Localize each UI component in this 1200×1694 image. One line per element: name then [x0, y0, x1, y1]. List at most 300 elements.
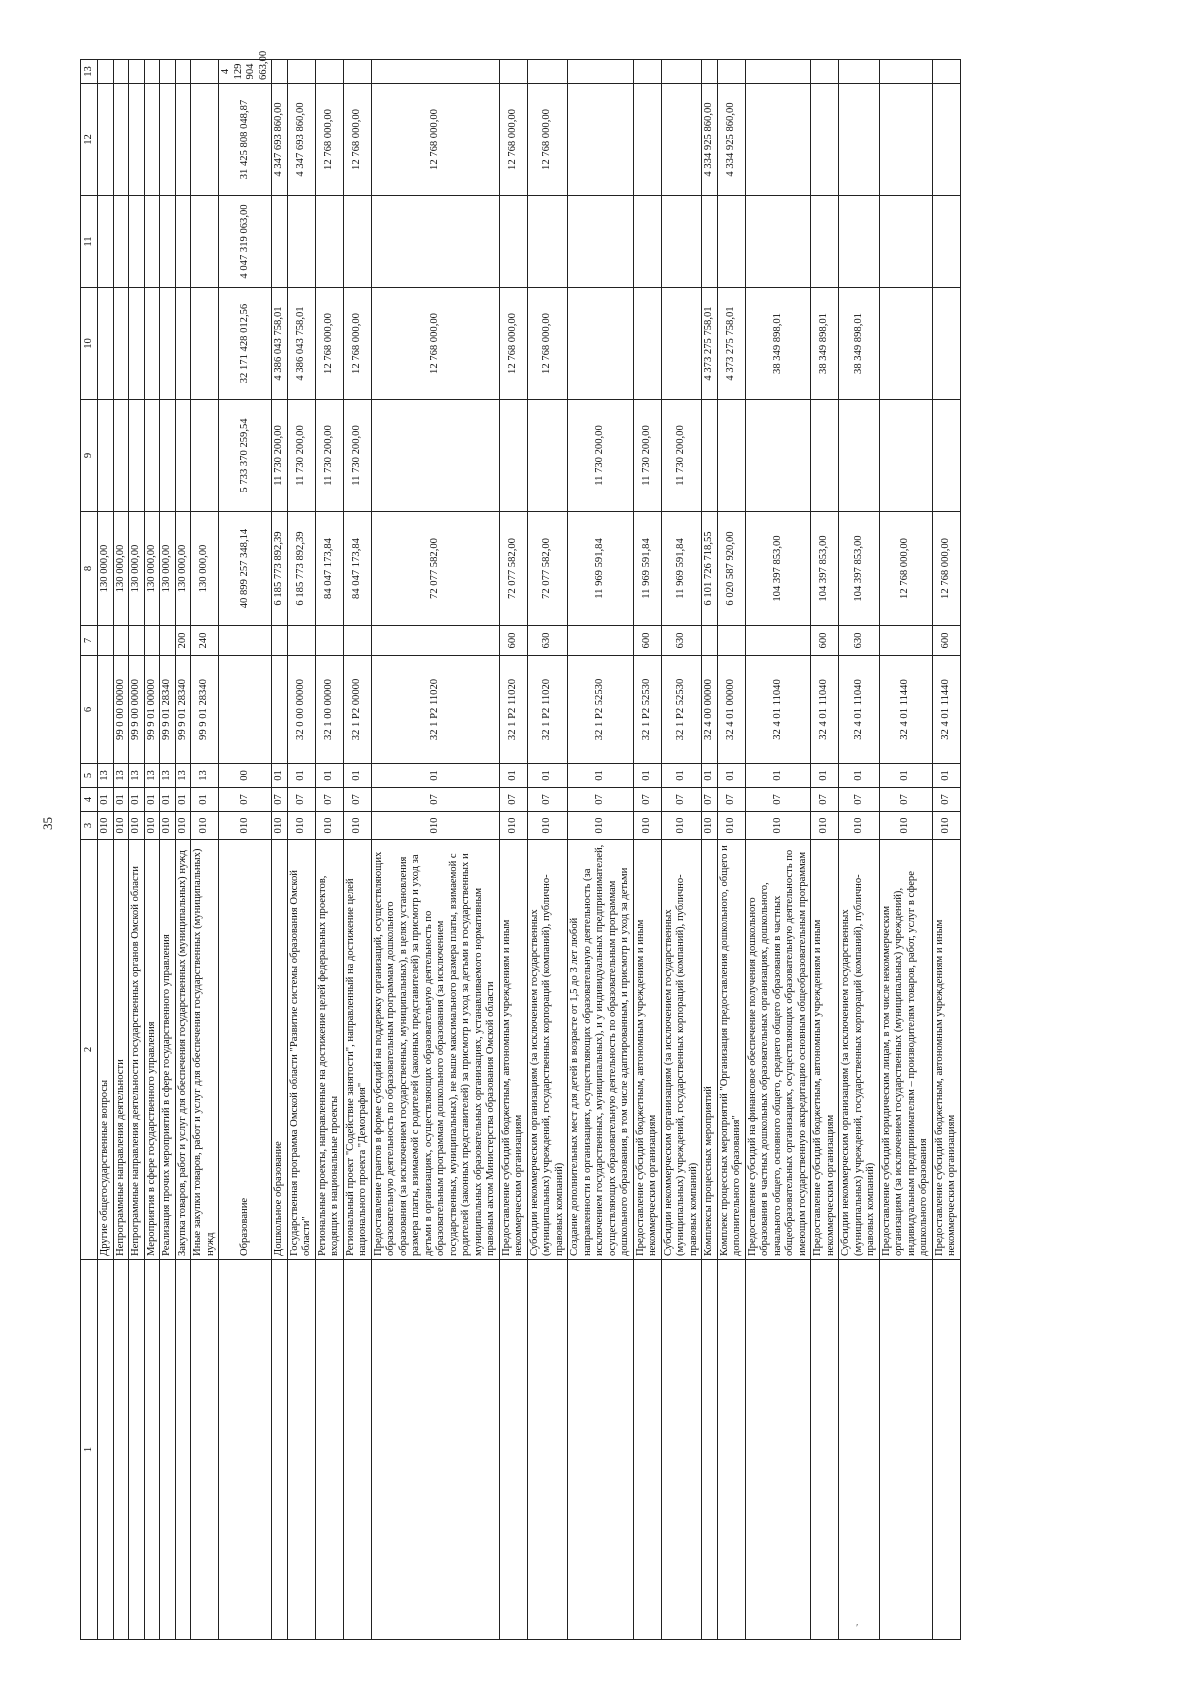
- ministry-code: 010: [315, 812, 343, 840]
- subsection-code: 01: [811, 764, 839, 788]
- expense-type-code: 630: [839, 626, 880, 656]
- row-margin-cell: [343, 1260, 371, 1640]
- amount-col9: 5 733 370 259,54: [219, 400, 272, 512]
- amount-col10: [98, 288, 114, 400]
- section-code: 07: [839, 788, 880, 812]
- ministry-code: 010: [160, 812, 176, 840]
- table-row: [932, 60, 960, 1640]
- amount-col10: [661, 288, 702, 400]
- section-code: 07: [527, 788, 568, 812]
- table-row: [661, 60, 702, 1640]
- section-code: 01: [175, 788, 191, 812]
- ministry-code: 010: [633, 812, 661, 840]
- subsection-code: 01: [272, 764, 288, 788]
- row-margin-cell: [129, 1260, 145, 1640]
- ministry-code: 010: [272, 812, 288, 840]
- ministry-code: 010: [371, 812, 499, 840]
- amount-col13: [287, 60, 315, 84]
- amount-col10: 12 768 000,00: [527, 288, 568, 400]
- amount-col9: 11 730 200,00: [287, 400, 315, 512]
- row-margin-cell: [717, 1260, 745, 1640]
- amount-col12: [932, 84, 960, 196]
- table-row: [175, 60, 191, 1640]
- column-number-row: [81, 60, 98, 1640]
- target-article-code: 32 4 01 11040: [745, 656, 811, 764]
- amount-col9: [717, 400, 745, 512]
- amount-col12: 31 425 808 048,87: [219, 84, 272, 196]
- amount-col12: [160, 84, 176, 196]
- amount-col12: 4 334 925 860,00: [702, 84, 718, 196]
- ministry-code: 010: [287, 812, 315, 840]
- ministry-code: 010: [879, 812, 932, 840]
- amount-col11: [932, 196, 960, 288]
- amount-col9: [98, 400, 114, 512]
- target-article-code: 32 4 00 00000: [702, 656, 718, 764]
- target-article-code: 99 9 01 00000: [144, 656, 160, 764]
- amount-col10: 12 768 000,00: [343, 288, 371, 400]
- amount-col11: [661, 196, 702, 288]
- amount-col9: [527, 400, 568, 512]
- row-margin-cell: [633, 1260, 661, 1640]
- target-article-code: 32 1 P2 11020: [499, 656, 527, 764]
- amount-col8: 84 047 173,84: [315, 512, 343, 626]
- amount-col11: [717, 196, 745, 288]
- stray-mark: ′: [856, 1622, 859, 1634]
- subsection-code: 13: [191, 764, 219, 788]
- column-number: 10: [81, 288, 98, 400]
- amount-col8: 6 185 773 892,39: [272, 512, 288, 626]
- amount-col11: [287, 196, 315, 288]
- amount-col12: 12 768 000,00: [527, 84, 568, 196]
- expense-type-code: [343, 626, 371, 656]
- amount-col10: 12 768 000,00: [499, 288, 527, 400]
- target-article-code: 32 4 01 11440: [932, 656, 960, 764]
- table-row: [702, 60, 718, 1640]
- amount-col13: [702, 60, 718, 84]
- row-margin-cell: [932, 1260, 960, 1640]
- amount-col10: 38 349 898,01: [811, 288, 839, 400]
- amount-col11: [811, 196, 839, 288]
- column-number: 8: [81, 512, 98, 626]
- row-margin-cell: [879, 1260, 932, 1640]
- ministry-code: 010: [499, 812, 527, 840]
- table-row: [287, 60, 315, 1640]
- amount-col10: [568, 288, 634, 400]
- amount-col13: [811, 60, 839, 84]
- expense-type-code: 240: [191, 626, 219, 656]
- row-margin-cell: [144, 1260, 160, 1640]
- amount-col11: [315, 196, 343, 288]
- expense-type-code: [129, 626, 145, 656]
- section-code: 07: [702, 788, 718, 812]
- amount-col11: [839, 196, 880, 288]
- amount-col8: 130 000,00: [160, 512, 176, 626]
- subsection-code: 01: [839, 764, 880, 788]
- target-article-code: 32 4 01 11040: [811, 656, 839, 764]
- row-name: Непрограммные направления деятельности: [113, 840, 129, 1260]
- amount-col11: [175, 196, 191, 288]
- subsection-code: 13: [175, 764, 191, 788]
- table-row: [527, 60, 568, 1640]
- amount-col11: [113, 196, 129, 288]
- ministry-code: 010: [129, 812, 145, 840]
- amount-col11: [343, 196, 371, 288]
- expense-type-code: [879, 626, 932, 656]
- amount-col13: [175, 60, 191, 84]
- ministry-code: 010: [175, 812, 191, 840]
- amount-col9: 11 730 200,00: [633, 400, 661, 512]
- amount-col13: [144, 60, 160, 84]
- amount-col12: [661, 84, 702, 196]
- amount-col11: [160, 196, 176, 288]
- amount-col11: [191, 196, 219, 288]
- amount-col11: 4 047 319 063,00: [219, 196, 272, 288]
- ministry-code: 010: [144, 812, 160, 840]
- amount-col8: 104 397 853,00: [811, 512, 839, 626]
- target-article-code: 32 1 P2 11020: [527, 656, 568, 764]
- target-article-code: 32 1 P2 52530: [661, 656, 702, 764]
- amount-col8: 11 969 591,84: [568, 512, 634, 626]
- amount-col9: 11 730 200,00: [272, 400, 288, 512]
- amount-col11: [129, 196, 145, 288]
- subsection-code: 13: [98, 764, 114, 788]
- section-code: 01: [113, 788, 129, 812]
- subsection-code: 01: [343, 764, 371, 788]
- column-number: 1: [81, 1260, 98, 1640]
- section-code: 07: [499, 788, 527, 812]
- table-row: [113, 60, 129, 1640]
- amount-col10: 38 349 898,01: [745, 288, 811, 400]
- row-margin-cell: [499, 1260, 527, 1640]
- amount-col9: [811, 400, 839, 512]
- amount-col9: [932, 400, 960, 512]
- table-row: [745, 60, 811, 1640]
- row-margin-cell: [287, 1260, 315, 1640]
- section-code: 01: [129, 788, 145, 812]
- amount-col10: 12 768 000,00: [371, 288, 499, 400]
- row-margin-cell: [175, 1260, 191, 1640]
- amount-col10: [633, 288, 661, 400]
- amount-col12: 12 768 000,00: [315, 84, 343, 196]
- row-name: Предоставление субсидий бюджетным, автономным учреждениям и иным некоммерческим организациям: [932, 840, 960, 1260]
- expense-type-code: [568, 626, 634, 656]
- section-code: 07: [745, 788, 811, 812]
- amount-col12: [113, 84, 129, 196]
- row-name: Дошкольное образование: [272, 840, 288, 1260]
- target-article-code: 32 1 00 00000: [315, 656, 343, 764]
- ministry-code: 010: [113, 812, 129, 840]
- amount-col13: [371, 60, 499, 84]
- subsection-code: 01: [702, 764, 718, 788]
- amount-col8: 130 000,00: [113, 512, 129, 626]
- amount-col8: 72 077 582,00: [499, 512, 527, 626]
- row-name: Государственная программа Омской области "Развитие системы образования Омской области": [287, 840, 315, 1260]
- amount-col11: [272, 196, 288, 288]
- row-name: Образование: [219, 840, 272, 1260]
- amount-col13: 4 129 904 663,00: [219, 60, 272, 84]
- amount-col9: [144, 400, 160, 512]
- amount-col12: [879, 84, 932, 196]
- ministry-code: 010: [745, 812, 811, 840]
- table-row: [839, 60, 880, 1640]
- row-margin-cell: [839, 1260, 880, 1640]
- row-name: Региональные проекты, направленные на достижение целей федеральных проектов, входящих в национальные проекты: [315, 840, 343, 1260]
- table-row: [811, 60, 839, 1640]
- amount-col13: [499, 60, 527, 84]
- amount-col13: [160, 60, 176, 84]
- amount-col11: [745, 196, 811, 288]
- amount-col9: 11 730 200,00: [568, 400, 634, 512]
- amount-col9: [175, 400, 191, 512]
- amount-col9: [499, 400, 527, 512]
- subsection-code: 13: [113, 764, 129, 788]
- rotated-page: [80, 50, 1190, 1640]
- amount-col9: [745, 400, 811, 512]
- subsection-code: 01: [499, 764, 527, 788]
- row-margin-cell: [661, 1260, 702, 1640]
- expense-type-code: [160, 626, 176, 656]
- amount-col9: [879, 400, 932, 512]
- row-margin-cell: [745, 1260, 811, 1640]
- amount-col12: 12 768 000,00: [371, 84, 499, 196]
- table-row: [499, 60, 527, 1640]
- target-article-code: [272, 656, 288, 764]
- amount-col13: [191, 60, 219, 84]
- subsection-code: 01: [633, 764, 661, 788]
- expense-type-code: 630: [661, 626, 702, 656]
- section-code: 01: [144, 788, 160, 812]
- amount-col10: [879, 288, 932, 400]
- section-code: 07: [272, 788, 288, 812]
- amount-col8: 104 397 853,00: [839, 512, 880, 626]
- ministry-code: 010: [568, 812, 634, 840]
- amount-col10: [160, 288, 176, 400]
- amount-col11: [98, 196, 114, 288]
- amount-col12: [144, 84, 160, 196]
- row-margin-cell: [113, 1260, 129, 1640]
- table-row: [144, 60, 160, 1640]
- amount-col13: [932, 60, 960, 84]
- amount-col12: 4 334 925 860,00: [717, 84, 745, 196]
- column-number: 5: [81, 764, 98, 788]
- row-margin-cell: [527, 1260, 568, 1640]
- column-number: 4: [81, 788, 98, 812]
- expense-type-code: [272, 626, 288, 656]
- amount-col11: [371, 196, 499, 288]
- amount-col8: 6 101 726 718,55: [702, 512, 718, 626]
- amount-col12: 4 347 693 860,00: [272, 84, 288, 196]
- row-name: Предоставление субсидий юридическим лицам, в том числе некоммерческим организациям (за исключением государственных (муниципальных) учреждений), индивидуальным предпринимателям – производителям товаров, работ, услуг в сфере дошкольного образования: [879, 840, 932, 1260]
- row-name: Иные закупки товаров, работ и услуг для обеспечения государственных (муниципальных) нужд: [191, 840, 219, 1260]
- amount-col10: 32 171 428 012,56: [219, 288, 272, 400]
- row-name: Региональный проект "Содействие занятости", направленный на достижение целей национального проекта "Демография": [343, 840, 371, 1260]
- table-row: [98, 60, 114, 1640]
- expense-type-code: [702, 626, 718, 656]
- ministry-code: 010: [661, 812, 702, 840]
- row-name: Реализация прочих мероприятий в сфере государственного управления: [160, 840, 176, 1260]
- row-margin-cell: [371, 1260, 499, 1640]
- ministry-code: 010: [191, 812, 219, 840]
- amount-col13: [879, 60, 932, 84]
- target-article-code: 99 9 01 28340: [175, 656, 191, 764]
- amount-col8: 72 077 582,00: [371, 512, 499, 626]
- row-name: Комплекс процессных мероприятий "Организация предоставления дошкольного, общего и дополнительного образования": [717, 840, 745, 1260]
- row-name: Комплексы процессных мероприятий: [702, 840, 718, 1260]
- amount-col13: [343, 60, 371, 84]
- row-name: Предоставление субсидий бюджетным, автономным учреждениям и иным некоммерческим организациям: [499, 840, 527, 1260]
- amount-col8: 104 397 853,00: [745, 512, 811, 626]
- row-name: Другие общегосударственные вопросы: [98, 840, 114, 1260]
- amount-col12: [568, 84, 634, 196]
- ministry-code: 010: [527, 812, 568, 840]
- amount-col8: 130 000,00: [191, 512, 219, 626]
- amount-col12: [129, 84, 145, 196]
- row-name: Предоставление субсидий на финансовое обеспечение получения дошкольного образования в частных дошкольных образовательных организациях, дошкольного, начального общего, основного общего, среднего общего образования в частных общеобразовательных организациях, осуществляющих образовательную деятельность по имеющим государственную аккредитацию основным общеобразовательным программам: [745, 840, 811, 1260]
- row-name: Мероприятия в сфере государственного управления: [144, 840, 160, 1260]
- ministry-code: 010: [219, 812, 272, 840]
- amount-col12: 12 768 000,00: [499, 84, 527, 196]
- target-article-code: [219, 656, 272, 764]
- row-margin-cell: [98, 1260, 114, 1640]
- amount-col9: [839, 400, 880, 512]
- amount-col10: [144, 288, 160, 400]
- expense-type-code: 600: [499, 626, 527, 656]
- amount-col11: [144, 196, 160, 288]
- amount-col8: 11 969 591,84: [661, 512, 702, 626]
- amount-col8: 130 000,00: [175, 512, 191, 626]
- amount-col8: 40 899 257 348,14: [219, 512, 272, 626]
- amount-col9: [129, 400, 145, 512]
- target-article-code: [98, 656, 114, 764]
- section-code: 01: [98, 788, 114, 812]
- section-code: 07: [371, 788, 499, 812]
- amount-col13: [717, 60, 745, 84]
- expense-type-code: 600: [932, 626, 960, 656]
- table-row: [129, 60, 145, 1640]
- subsection-code: 01: [287, 764, 315, 788]
- target-article-code: 32 4 01 00000: [717, 656, 745, 764]
- amount-col8: 6 020 587 920,00: [717, 512, 745, 626]
- amount-col12: [98, 84, 114, 196]
- target-article-code: 99 9 00 00000: [129, 656, 145, 764]
- row-name: Предоставление субсидий бюджетным, автономным учреждениям и иным некоммерческим организациям: [633, 840, 661, 1260]
- column-number: 11: [81, 196, 98, 288]
- amount-col12: [633, 84, 661, 196]
- section-code: 07: [343, 788, 371, 812]
- amount-col11: [568, 196, 634, 288]
- section-code: 07: [879, 788, 932, 812]
- row-margin-cell: [160, 1260, 176, 1640]
- section-code: 07: [633, 788, 661, 812]
- section-code: 07: [568, 788, 634, 812]
- subsection-code: 01: [315, 764, 343, 788]
- subsection-code: 13: [129, 764, 145, 788]
- amount-col13: [633, 60, 661, 84]
- amount-col9: [160, 400, 176, 512]
- section-code: 07: [717, 788, 745, 812]
- table-row: [879, 60, 932, 1640]
- subsection-code: 13: [144, 764, 160, 788]
- section-code: 07: [932, 788, 960, 812]
- amount-col13: [315, 60, 343, 84]
- ministry-code: 010: [811, 812, 839, 840]
- target-article-code: 99 9 01 28340: [160, 656, 176, 764]
- amount-col8: 12 768 000,00: [879, 512, 932, 626]
- amount-col13: [527, 60, 568, 84]
- table-row: [315, 60, 343, 1640]
- amount-col8: 6 185 773 892,39: [287, 512, 315, 626]
- expense-type-code: 600: [811, 626, 839, 656]
- row-name: Предоставление грантов в форме субсидий на поддержку организаций, осуществляющих образовательную деятельность по образовательным программам дошкольного образования (за исключением государственных, муниципальных), в целях установления размера платы, взимаемой с родителей (законных представителей) за присмотр и уход за детьми в организациях, осуществляющих образовательную деятельность по образовательным программам дошкольного образования (за исключением государственных, муниципальных), не выше максимального размера платы, взимаемой с родителей (законных представителей) за присмотр и уход за детьми в государственных и муниципальных образовательных организациях, устанавливаемого нормативным правовым актом Министерства образования Омской области: [371, 840, 499, 1260]
- expense-type-code: [98, 626, 114, 656]
- amount-col10: [932, 288, 960, 400]
- row-name: Создание дополнительных мест для детей в возрасте от 1,5 до 3 лет любой направленности в организациях, осуществляющих образовательную деятельность (за исключением государственных, муниципальных), и у индивидуальных предпринимателей, осуществляющих образовательную деятельность по образовательным программам дошкольного образования, в том числе адаптированным, и присмотр и уход за детьми: [568, 840, 634, 1260]
- amount-col9: 11 730 200,00: [343, 400, 371, 512]
- expense-type-code: 200: [175, 626, 191, 656]
- amount-col9: [702, 400, 718, 512]
- column-number: 9: [81, 400, 98, 512]
- amount-col13: [129, 60, 145, 84]
- table-row: [633, 60, 661, 1640]
- ministry-code: 010: [343, 812, 371, 840]
- amount-col12: [175, 84, 191, 196]
- row-name: Субсидии некоммерческим организациям (за исключением государственных (муниципальных) учреждений, государственных корпораций (компаний), публично-правовых компаний): [839, 840, 880, 1260]
- amount-col13: [272, 60, 288, 84]
- amount-col11: [879, 196, 932, 288]
- column-number: 12: [81, 84, 98, 196]
- target-article-code: 99 0 00 00000: [113, 656, 129, 764]
- amount-col10: 4 373 275 758,01: [717, 288, 745, 400]
- subsection-code: 01: [661, 764, 702, 788]
- row-name: Субсидии некоммерческим организациям (за исключением государственных (муниципальных) учреждений, государственных корпораций (компаний), публично-правовых компаний): [527, 840, 568, 1260]
- expense-type-code: [287, 626, 315, 656]
- subsection-code: 01: [527, 764, 568, 788]
- expense-type-code: 600: [633, 626, 661, 656]
- amount-col10: 4 373 275 758,01: [702, 288, 718, 400]
- amount-col11: [499, 196, 527, 288]
- target-article-code: 32 1 P2 52530: [633, 656, 661, 764]
- amount-col8: 11 969 591,84: [633, 512, 661, 626]
- subsection-code: 01: [371, 764, 499, 788]
- section-code: 07: [219, 788, 272, 812]
- subsection-code: 01: [879, 764, 932, 788]
- section-code: 07: [315, 788, 343, 812]
- amount-col10: 38 349 898,01: [839, 288, 880, 400]
- table-row: [191, 60, 219, 1640]
- amount-col10: [191, 288, 219, 400]
- row-name: Непрограммные направления деятельности государственных органов Омской области: [129, 840, 145, 1260]
- amount-col9: [371, 400, 499, 512]
- budget-table: [80, 50, 961, 1640]
- table-row: [160, 60, 176, 1640]
- table-row: [272, 60, 288, 1640]
- table-row: [717, 60, 745, 1640]
- amount-col9: 11 730 200,00: [661, 400, 702, 512]
- amount-col12: 12 768 000,00: [343, 84, 371, 196]
- row-name: Предоставление субсидий бюджетным, автономным учреждениям и иным некоммерческим организациям: [811, 840, 839, 1260]
- amount-col8: 84 047 173,84: [343, 512, 371, 626]
- column-number: 3: [81, 812, 98, 840]
- expense-type-code: [144, 626, 160, 656]
- amount-col10: [129, 288, 145, 400]
- expense-type-code: [745, 626, 811, 656]
- column-number: 2: [81, 840, 98, 1260]
- row-margin-cell: [568, 1260, 634, 1640]
- amount-col13: [839, 60, 880, 84]
- table-row: [371, 60, 499, 1640]
- expense-type-code: [219, 626, 272, 656]
- column-number: 6: [81, 656, 98, 764]
